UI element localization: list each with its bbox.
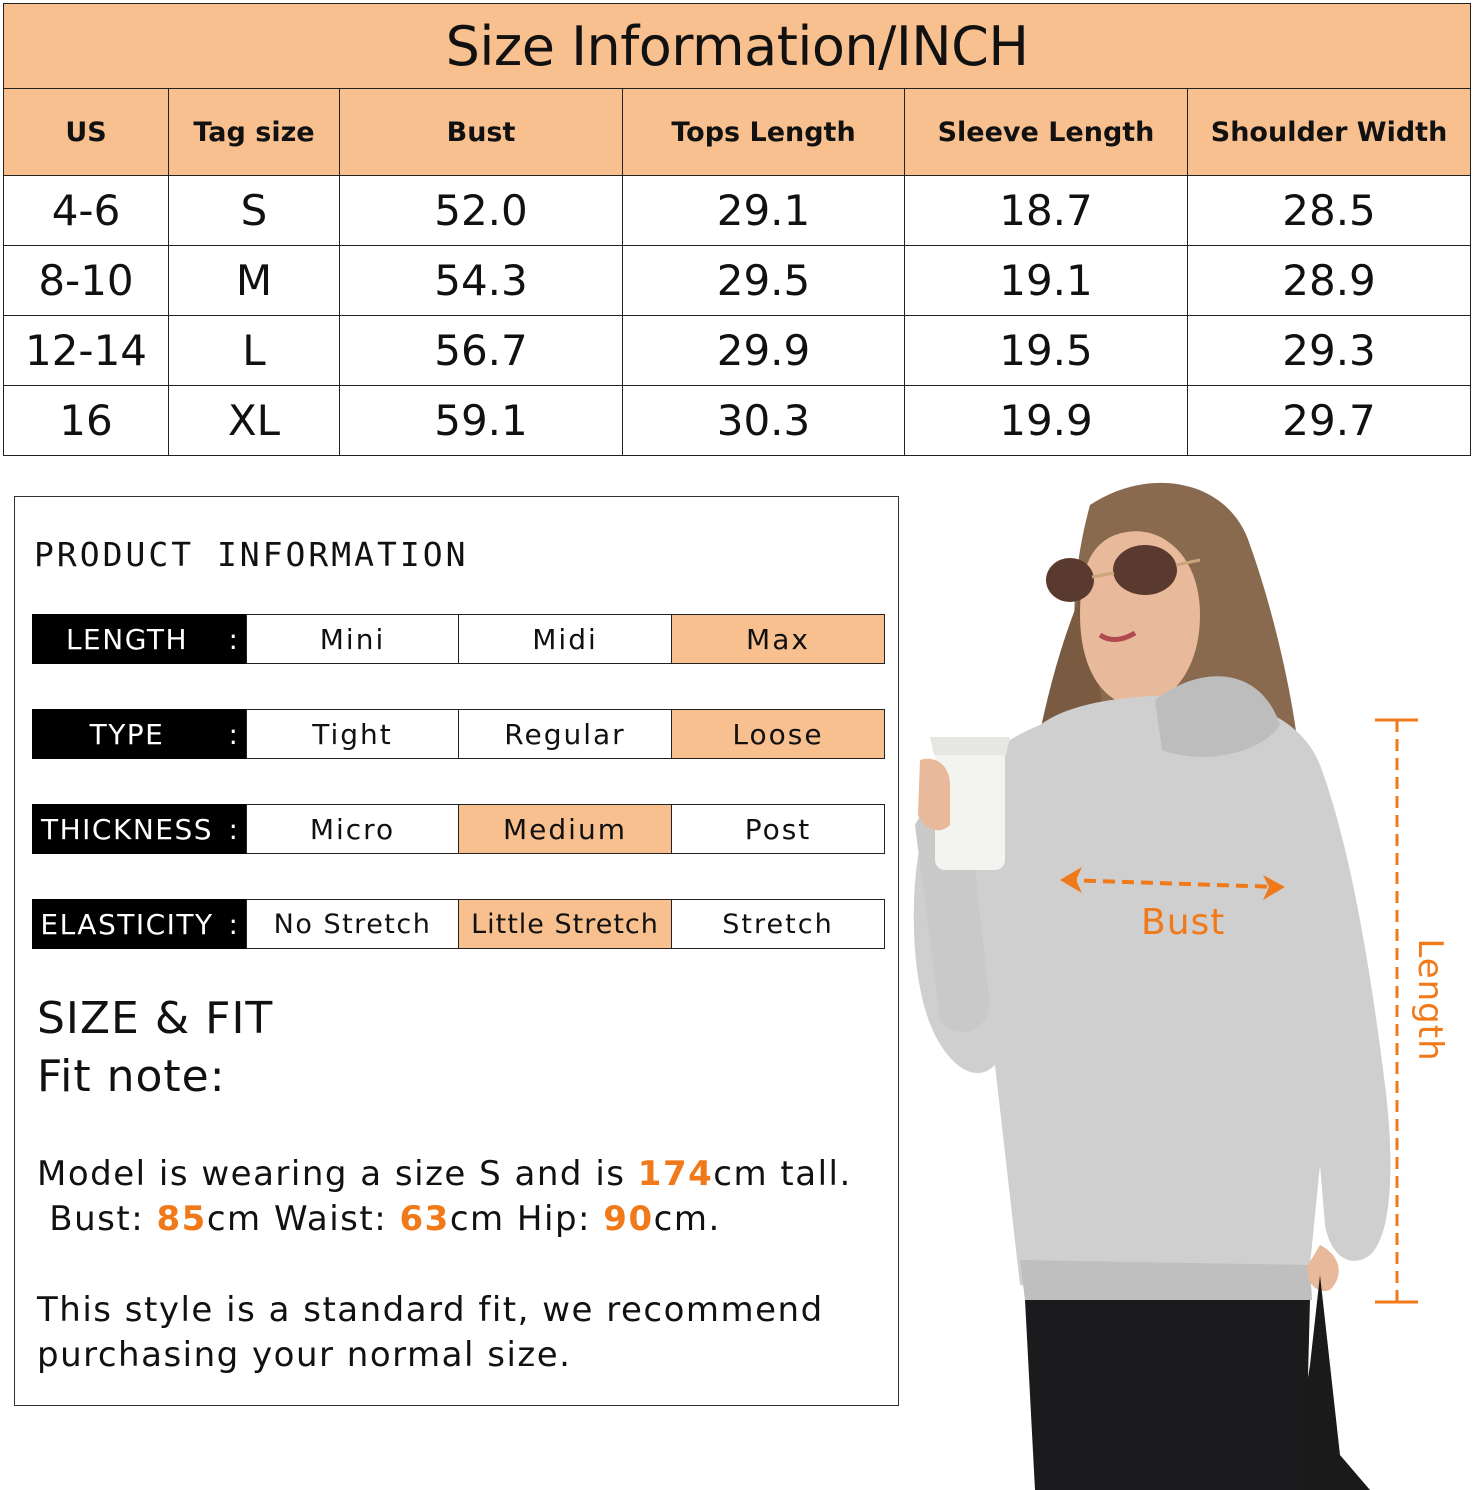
cell-us: 4-6 bbox=[4, 176, 169, 246]
table-row bbox=[4, 246, 1471, 316]
attribute-option: Regular bbox=[459, 709, 672, 759]
attribute-colon: : bbox=[228, 812, 240, 846]
attribute-option: Mini bbox=[246, 614, 459, 664]
attribute-option: Post bbox=[672, 804, 885, 854]
header-shoulder-width: Shoulder Width bbox=[1188, 89, 1471, 176]
table-row bbox=[4, 316, 1471, 386]
cell-shoulder-width: 28.5 bbox=[1188, 176, 1471, 246]
attribute-option-selected: Max bbox=[672, 614, 885, 664]
length-annotation-label: Length bbox=[1410, 938, 1450, 1062]
waist-value: 63 bbox=[399, 1199, 450, 1239]
attribute-label-text: TYPE bbox=[89, 717, 165, 751]
model-height-value: 174 bbox=[637, 1154, 714, 1194]
model-line-prefix: Model is wearing a size S and is bbox=[37, 1154, 638, 1194]
cell-sleeve-length: 18.7 bbox=[905, 176, 1188, 246]
fit-note-label: Fit note: bbox=[37, 1051, 226, 1102]
header-bust: Bust bbox=[340, 89, 623, 176]
cell-us: 12-14 bbox=[4, 316, 169, 386]
cell-us: 8-10 bbox=[4, 246, 169, 316]
attribute-row-elasticity bbox=[32, 899, 885, 949]
cell-shoulder-width: 29.7 bbox=[1188, 386, 1471, 456]
bust-value: 85 bbox=[156, 1199, 207, 1239]
attribute-label-text: ELASTICITY bbox=[40, 907, 214, 941]
cell-bust: 52.0 bbox=[340, 176, 623, 246]
cell-shoulder-width: 29.3 bbox=[1188, 316, 1471, 386]
model-size-line bbox=[37, 1151, 852, 1197]
header-us: US bbox=[4, 89, 169, 176]
attribute-colon: : bbox=[228, 717, 240, 751]
cell-tag-size: XL bbox=[169, 386, 340, 456]
attribute-option: No Stretch bbox=[246, 899, 459, 949]
cell-shoulder-width: 28.9 bbox=[1188, 246, 1471, 316]
measure-end: cm. bbox=[653, 1199, 721, 1239]
model-photo bbox=[900, 465, 1473, 1490]
attribute-row-type bbox=[32, 709, 885, 759]
table-row bbox=[4, 386, 1471, 456]
header-tops-length: Tops Length bbox=[623, 89, 905, 176]
attribute-option: Stretch bbox=[672, 899, 885, 949]
product-info-panel bbox=[14, 496, 899, 1406]
size-table-title: Size Information/INCH bbox=[4, 4, 1471, 89]
size-fit-heading: SIZE & FIT bbox=[37, 993, 274, 1044]
cell-sleeve-length: 19.5 bbox=[905, 316, 1188, 386]
header-sleeve-length: Sleeve Length bbox=[905, 89, 1188, 176]
attribute-option: Micro bbox=[246, 804, 459, 854]
attribute-label-text: LENGTH bbox=[65, 622, 189, 656]
product-info-title: PRODUCT INFORMATION bbox=[34, 535, 469, 574]
size-table bbox=[3, 3, 1471, 456]
bust-label: Bust: bbox=[37, 1199, 157, 1239]
cell-bust: 54.3 bbox=[340, 246, 623, 316]
model-measurements-line bbox=[37, 1196, 721, 1242]
cell-tops-length: 29.5 bbox=[623, 246, 905, 316]
attribute-option-selected: Medium bbox=[459, 804, 672, 854]
attribute-colon: : bbox=[228, 622, 240, 656]
recommendation-line-2: purchasing your normal size. bbox=[37, 1335, 572, 1375]
attribute-row-thickness bbox=[32, 804, 885, 854]
bust-annotation-label: Bust bbox=[1141, 902, 1226, 943]
table-row bbox=[4, 176, 1471, 246]
attribute-option-selected: Loose bbox=[672, 709, 885, 759]
attribute-row-length bbox=[32, 614, 885, 664]
attribute-label bbox=[32, 709, 246, 759]
cell-tag-size: M bbox=[169, 246, 340, 316]
hip-label: cm Hip: bbox=[449, 1199, 604, 1239]
waist-label: cm Waist: bbox=[206, 1199, 400, 1239]
size-table-header-row bbox=[4, 89, 1471, 176]
attribute-label-text: THICKNESS bbox=[40, 812, 213, 846]
attribute-option: Tight bbox=[246, 709, 459, 759]
cell-bust: 56.7 bbox=[340, 316, 623, 386]
cell-tops-length: 30.3 bbox=[623, 386, 905, 456]
cell-bust: 59.1 bbox=[340, 386, 623, 456]
attribute-option: Midi bbox=[459, 614, 672, 664]
cell-tag-size: L bbox=[169, 316, 340, 386]
cell-tops-length: 29.1 bbox=[623, 176, 905, 246]
cell-sleeve-length: 19.1 bbox=[905, 246, 1188, 316]
leggings-shape bbox=[1025, 1300, 1310, 1490]
recommendation-line-1: This style is a standard fit, we recommend bbox=[37, 1290, 824, 1330]
cell-sleeve-length: 19.9 bbox=[905, 386, 1188, 456]
attribute-label bbox=[32, 804, 246, 854]
attribute-label bbox=[32, 899, 246, 949]
cell-tops-length: 29.9 bbox=[623, 316, 905, 386]
attribute-option-selected: Little Stretch bbox=[459, 899, 672, 949]
attribute-colon: : bbox=[228, 907, 240, 941]
hip-value: 90 bbox=[603, 1199, 654, 1239]
header-tag-size: Tag size bbox=[169, 89, 340, 176]
model-line-suffix: cm tall. bbox=[713, 1154, 852, 1194]
cell-us: 16 bbox=[4, 386, 169, 456]
cell-tag-size: S bbox=[169, 176, 340, 246]
attribute-label bbox=[32, 614, 246, 664]
